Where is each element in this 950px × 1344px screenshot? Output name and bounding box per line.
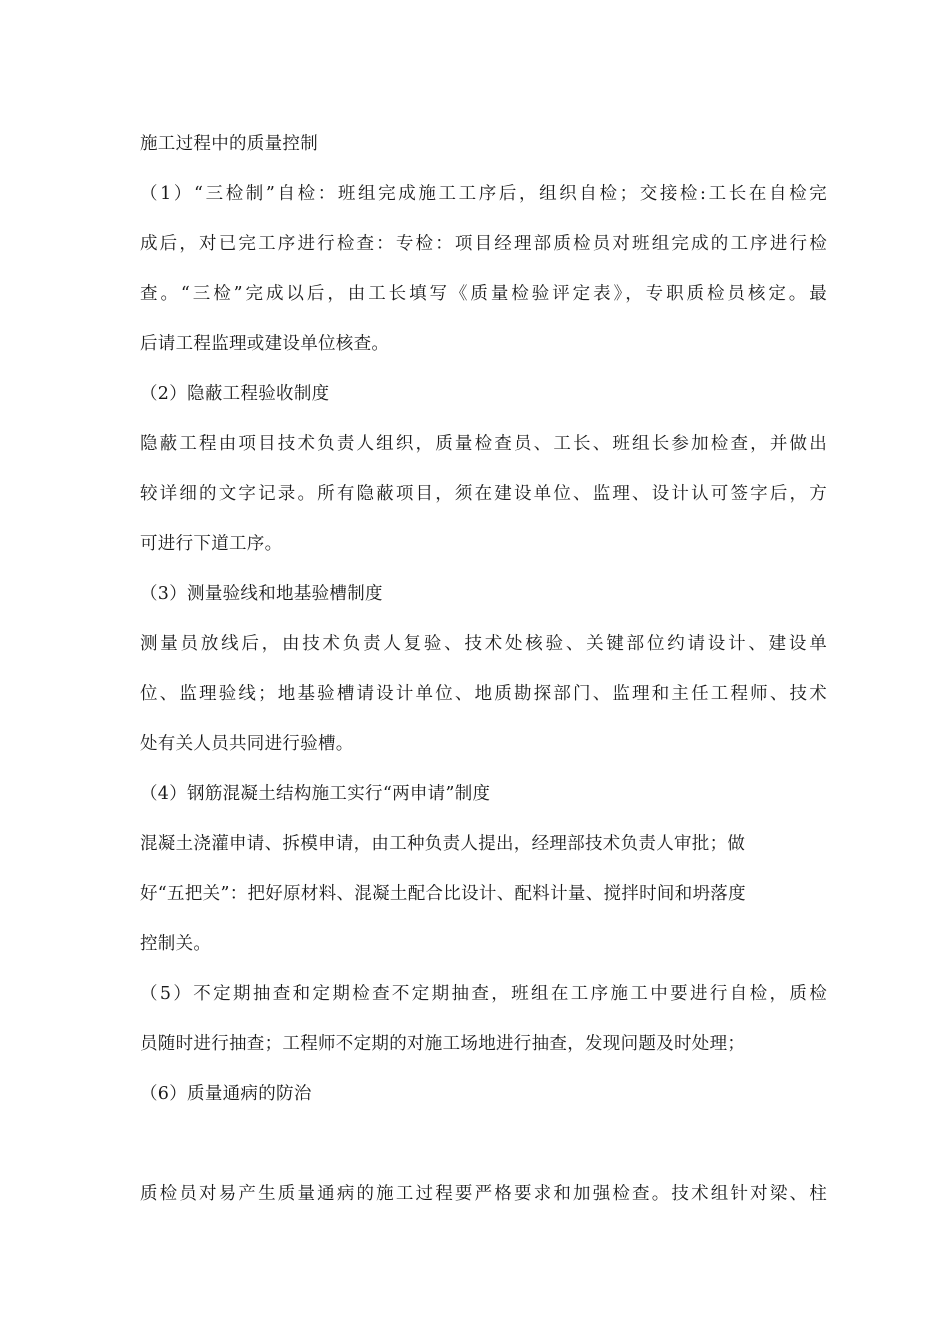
paragraph-line: 查。“三检”完成以后，由工长填写《质量检验评定表》，专职质检员核定。最 — [140, 284, 827, 304]
paragraph-line: 处有关人员共同进行验槽。 — [140, 734, 354, 754]
paragraph-line: 控制关。 — [140, 934, 212, 954]
paragraph-line: 成后，对已完工序进行检查：专检：项目经理部质检员对班组完成的工序进行检 — [140, 234, 827, 254]
paragraph-line: 较详细的文字记录。所有隐蔽项目，须在建设单位、监理、设计认可签字后，方 — [140, 484, 827, 504]
paragraph-line: （1）“三检制”自检：班组完成施工工序后，组织自检；交接检:工长在自检完 — [140, 184, 827, 204]
paragraph-line: 位、监理验线；地基验槽请设计单位、地质勘探部门、监理和主任工程师、技术 — [140, 684, 827, 704]
paragraph-line: 隐蔽工程由项目技术负责人组织，质量检查员、工长、班组长参加检查，并做出 — [140, 434, 827, 454]
paragraph-line: 质检员对易产生质量通病的施工过程要严格要求和加强检查。技术组针对梁、柱 — [140, 1184, 827, 1204]
paragraph-line: （5）不定期抽查和定期检查不定期抽查，班组在工序施工中要进行自检，质检 — [140, 984, 827, 1004]
paragraph-line: 测量员放线后，由技术负责人复验、技术处核验、关键部位约请设计、建设单 — [140, 634, 827, 654]
paragraph-line: 员随时进行抽查；工程师不定期的对施工场地进行抽查，发现问题及时处理； — [140, 1034, 746, 1054]
section-heading: 施工过程中的质量控制 — [140, 134, 318, 154]
paragraph-line: 好“五把关”：把好原材料、混凝土配合比设计、配料计量、搅拌时间和坍落度 — [140, 884, 746, 904]
subsection-heading: （6）质量通病的防治 — [140, 1084, 312, 1104]
paragraph-line: 可进行下道工序。 — [140, 534, 283, 554]
subsection-heading: （2）隐蔽工程验收制度 — [140, 384, 330, 404]
subsection-heading: （3）测量验线和地基验槽制度 — [140, 584, 383, 604]
subsection-heading: （4）钢筋混凝土结构施工实行“两申请”制度 — [140, 784, 491, 804]
paragraph-line: 混凝土浇灌申请、拆模申请，由工种负责人提出，经理部技术负责人审批；做 — [140, 834, 746, 854]
paragraph-line: 后请工程监理或建设单位核查。 — [140, 334, 390, 354]
